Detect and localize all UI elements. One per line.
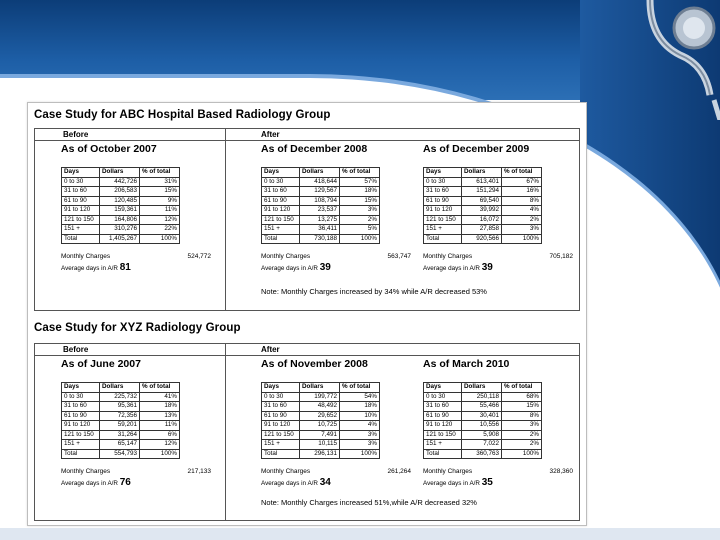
dollars-header: Dollars: [462, 168, 502, 178]
study-note: Note: Monthly Charges increased 51%,while A/R decreased 32%: [261, 498, 477, 507]
case-study-xyz: [34, 343, 580, 521]
table-row: 61 to 90 30,401 8%: [424, 411, 542, 421]
study-title: Case Study for XYZ Radiology Group: [34, 322, 241, 334]
table-total-row: Total 920,566 100%: [424, 234, 542, 244]
dollars-header: Dollars: [100, 383, 140, 393]
table-row: 121 to 150 5,908 2%: [424, 430, 542, 440]
before-after-header: [35, 344, 579, 356]
ar-aging-table: [423, 382, 542, 459]
table-row: 91 to 120 10,556 3%: [424, 421, 542, 431]
percent-header: % of total: [502, 383, 542, 393]
monthly-charges-value: 563,747: [387, 253, 411, 260]
table-header-row: [62, 383, 180, 393]
study-note: Note: Monthly Charges increased by 34% while A/R decreased 53%: [261, 287, 487, 296]
ar-aging-table: [61, 167, 180, 244]
days-header: Days: [262, 383, 300, 393]
ar-aging-table: [261, 382, 380, 459]
period-date: As of October 2007: [61, 143, 157, 155]
table-row: 121 to 150 13,275 2%: [262, 215, 380, 225]
average-days-value: 39: [319, 262, 331, 273]
period-panel: [61, 143, 211, 273]
slide-footer-strip: [0, 528, 720, 540]
percent-header: % of total: [140, 383, 180, 393]
days-header: Days: [62, 168, 100, 178]
table-row: 0 to 30 613,401 67%: [424, 177, 542, 187]
percent-header: % of total: [340, 383, 380, 393]
table-header-row: [262, 383, 380, 393]
monthly-charges: Monthly Charges 328,360: [423, 468, 573, 475]
study-title: Case Study for ABC Hospital Based Radiology Group: [34, 109, 331, 121]
table-total-row: Total 360,763 100%: [424, 449, 542, 459]
table-row: 61 to 90 69,540 8%: [424, 196, 542, 206]
table-total-row: Total 1,405,267 100%: [62, 234, 180, 244]
dollars-header: Dollars: [300, 168, 340, 178]
table-row: 31 to 60 95,361 18%: [62, 402, 180, 412]
table-row: 0 to 30 225,732 41%: [62, 392, 180, 402]
monthly-charges-value: 705,182: [549, 253, 573, 260]
table-row: 151 + 27,858 3%: [424, 225, 542, 235]
monthly-charges: Monthly Charges 705,182: [423, 253, 573, 260]
table-row: 61 to 90 29,652 10%: [262, 411, 380, 421]
average-days-value: 34: [319, 477, 331, 488]
case-study-abc: [34, 128, 580, 311]
period-date: As of December 2008: [261, 143, 368, 155]
table-row: 31 to 60 48,492 18%: [262, 402, 380, 412]
table-header-row: [262, 168, 380, 178]
percent-header: % of total: [340, 168, 380, 178]
table-row: 31 to 60 129,567 18%: [262, 187, 380, 197]
table-row: 121 to 150 7,491 3%: [262, 430, 380, 440]
monthly-charges-value: 524,772: [187, 253, 211, 260]
table-row: 0 to 30 199,772 54%: [262, 392, 380, 402]
table-row: 91 to 120 39,992 4%: [424, 206, 542, 216]
dollars-header: Dollars: [300, 383, 340, 393]
table-row: 31 to 60 206,583 15%: [62, 187, 180, 197]
before-label: Before: [63, 130, 89, 139]
table-row: 151 + 36,411 5%: [262, 225, 380, 235]
period-panel: [423, 143, 573, 273]
period-panel: [261, 143, 411, 273]
table-row: 61 to 90 108,794 15%: [262, 196, 380, 206]
table-row: 91 to 120 10,725 4%: [262, 421, 380, 431]
monthly-charges-value: 328,360: [549, 468, 573, 475]
table-header-row: [62, 168, 180, 178]
after-label: After: [261, 345, 280, 354]
table-row: 151 + 7,022 2%: [424, 440, 542, 450]
period-date: As of March 2010: [423, 358, 510, 370]
average-days-value: 39: [481, 262, 493, 273]
table-row: 61 to 90 72,356 13%: [62, 411, 180, 421]
table-total-row: Total 730,188 100%: [262, 234, 380, 244]
table-row: 151 + 65,147 12%: [62, 440, 180, 450]
table-row: 151 + 10,115 3%: [262, 440, 380, 450]
stethoscope-icon: [610, 0, 720, 120]
table-row: 31 to 60 55,466 15%: [424, 402, 542, 412]
table-row: 151 + 310,276 22%: [62, 225, 180, 235]
monthly-charges: Monthly Charges 217,133: [61, 468, 211, 475]
days-header: Days: [62, 383, 100, 393]
table-row: 0 to 30 418,644 57%: [262, 177, 380, 187]
monthly-charges-value: 217,133: [187, 468, 211, 475]
monthly-charges: Monthly Charges 563,747: [261, 253, 411, 260]
ar-aging-table: [423, 167, 542, 244]
period-panel: [61, 358, 211, 488]
table-row: 91 to 120 23,537 3%: [262, 206, 380, 216]
column-divider: [225, 344, 226, 520]
before-after-header: [35, 129, 579, 141]
days-header: Days: [424, 168, 462, 178]
after-label: After: [261, 130, 280, 139]
table-header-row: [424, 168, 542, 178]
average-days-value: 76: [119, 477, 131, 488]
monthly-charges: Monthly Charges 261,264: [261, 468, 411, 475]
average-days-ar: Average days in A/R 35: [423, 477, 493, 488]
before-label: Before: [63, 345, 89, 354]
table-row: 121 to 150 164,806 12%: [62, 215, 180, 225]
average-days-ar: Average days in A/R 39: [423, 262, 493, 273]
period-date: As of November 2008: [261, 358, 368, 370]
dollars-header: Dollars: [100, 168, 140, 178]
average-days-ar: Average days in A/R 34: [261, 477, 331, 488]
average-days-ar: Average days in A/R 76: [61, 477, 131, 488]
column-divider: [225, 129, 226, 310]
period-panel: [423, 358, 573, 488]
table-row: 31 to 60 151,294 16%: [424, 187, 542, 197]
period-panel: [261, 358, 411, 488]
average-days-value: 35: [481, 477, 493, 488]
table-total-row: Total 296,131 100%: [262, 449, 380, 459]
table-total-row: Total 554,793 100%: [62, 449, 180, 459]
table-row: 0 to 30 250,118 68%: [424, 392, 542, 402]
days-header: Days: [424, 383, 462, 393]
table-header-row: [424, 383, 542, 393]
monthly-charges-value: 261,264: [387, 468, 411, 475]
dollars-header: Dollars: [462, 383, 502, 393]
case-study-document: [27, 102, 587, 526]
percent-header: % of total: [502, 168, 542, 178]
average-days-ar: Average days in A/R 81: [61, 262, 131, 273]
period-date: As of December 2009: [423, 143, 530, 155]
days-header: Days: [262, 168, 300, 178]
table-row: 61 to 90 120,485 9%: [62, 196, 180, 206]
table-row: 121 to 150 31,264 6%: [62, 430, 180, 440]
table-row: 0 to 30 442,726 31%: [62, 177, 180, 187]
percent-header: % of total: [140, 168, 180, 178]
average-days-value: 81: [119, 262, 131, 273]
table-row: 91 to 120 159,361 11%: [62, 206, 180, 216]
average-days-ar: Average days in A/R 39: [261, 262, 331, 273]
table-row: 91 to 120 59,201 11%: [62, 421, 180, 431]
ar-aging-table: [61, 382, 180, 459]
table-row: 121 to 150 16,072 2%: [424, 215, 542, 225]
ar-aging-table: [261, 167, 380, 244]
monthly-charges: Monthly Charges 524,772: [61, 253, 211, 260]
period-date: As of June 2007: [61, 358, 141, 370]
